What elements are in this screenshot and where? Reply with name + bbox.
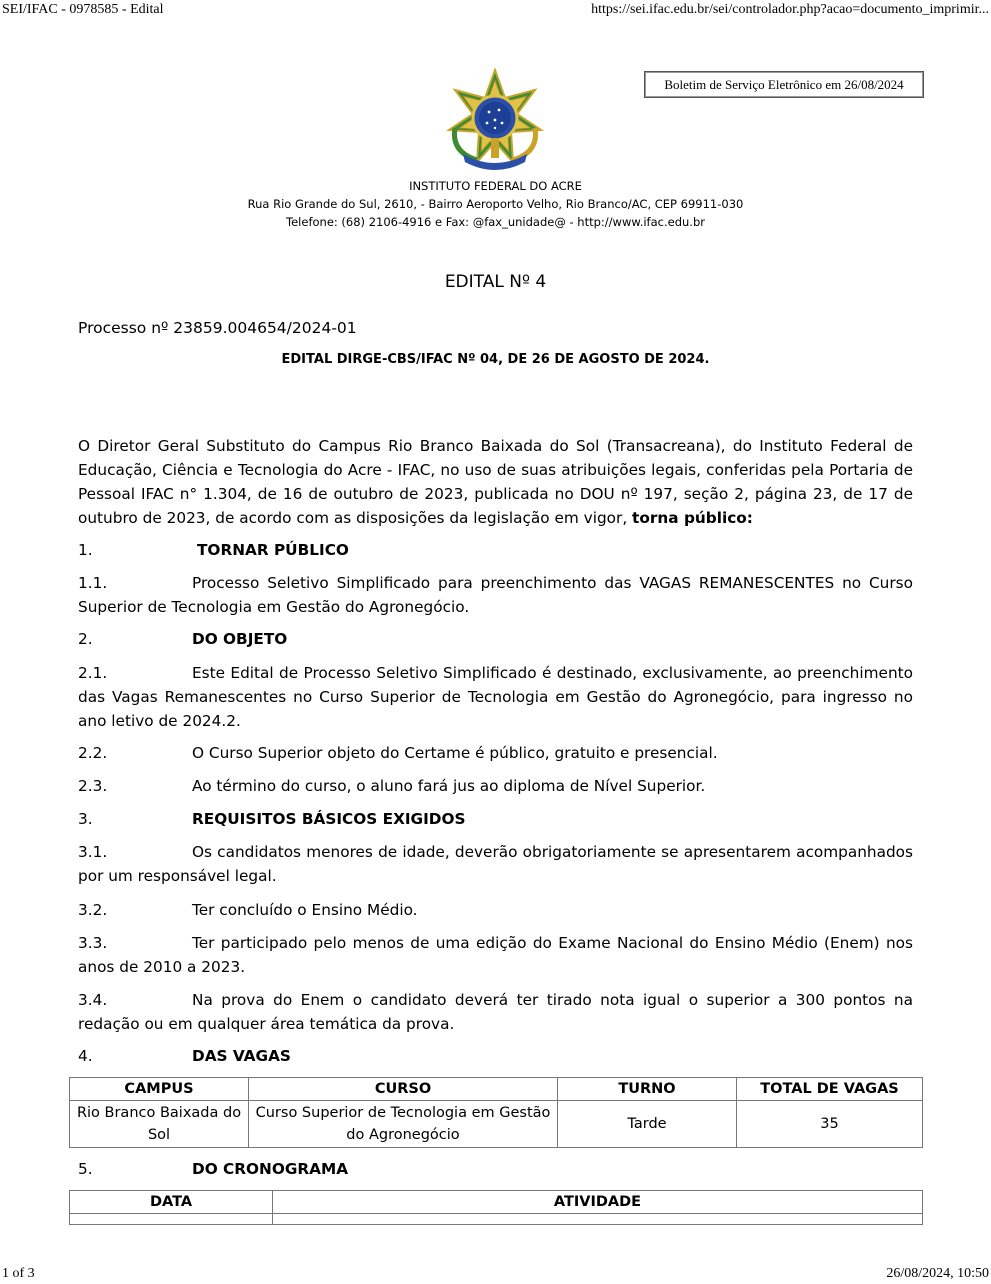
item-text: Ao término do curso, o aluno fará jus ao diploma de Nível Superior. bbox=[192, 777, 706, 795]
column-header: TURNO bbox=[558, 1078, 737, 1101]
table-cell: Tarde bbox=[558, 1101, 737, 1148]
section-number: 4. bbox=[78, 1047, 93, 1065]
item-text: Ter concluído o Ensino Médio. bbox=[192, 901, 418, 919]
item-text: Este Edital de Processo Seletivo Simplificado é destinado, exclusivamente, ao preenchimento das Vagas Remanescentes no Curso Superior de Tecnologia em Gestão do Agronegócio, para ingresso no ano letivo de 2024.2. bbox=[78, 664, 913, 730]
print-datetime: 26/08/2024, 10:50 bbox=[886, 1266, 989, 1281]
section-number: 3. bbox=[78, 810, 93, 828]
boletim-box: Boletim de Serviço Eletrônico em 26/08/2024 bbox=[644, 71, 924, 98]
table-header-row bbox=[70, 1078, 923, 1101]
item-text: Na prova do Enem o candidato deverá ter tirado nota igual o superior a 300 pontos na redação ou em qualquer área temática da prova. bbox=[78, 991, 913, 1033]
document-title: EDITAL Nº 4 bbox=[444, 272, 547, 292]
item-2-2 bbox=[78, 741, 913, 765]
column-header: CAMPUS bbox=[70, 1078, 249, 1101]
section-title: DO CRONOGRAMA bbox=[192, 1160, 349, 1178]
item-number: 2.3. bbox=[78, 777, 108, 795]
table-cell: Curso Superior de Tecnologia em Gestão do Agronegócio bbox=[249, 1101, 558, 1148]
table-row bbox=[70, 1214, 923, 1225]
table-cell: Rio Branco Baixada do Sol bbox=[70, 1101, 249, 1148]
table-cell bbox=[70, 1214, 273, 1225]
item-number: 2.1. bbox=[78, 664, 108, 682]
intro-paragraph bbox=[78, 434, 913, 530]
item-number: 3.3. bbox=[78, 934, 108, 952]
section-number: 1. bbox=[78, 541, 93, 559]
section-3 bbox=[78, 807, 913, 831]
item-3-1 bbox=[78, 840, 913, 888]
item-3-2 bbox=[78, 898, 913, 922]
section-2 bbox=[78, 627, 913, 651]
institution-address: Rua Rio Grande do Sul, 2610, - Bairro Aeroporto Velho, Rio Branco/AC, CEP 69911-030 bbox=[247, 197, 744, 211]
item-text: Ter participado pelo menos de uma edição do Exame Nacional do Ensino Médio (Enem) nos anos de 2010 a 2023. bbox=[78, 934, 913, 976]
processo-number: Processo nº 23859.004654/2024-01 bbox=[78, 319, 357, 337]
section-number: 2. bbox=[78, 630, 93, 648]
item-text: Processo Seletivo Simplificado para preenchimento das VAGAS REMANESCENTES no Curso Superior de Tecnologia em Gestão do Agronegócio. bbox=[78, 574, 913, 616]
section-1 bbox=[78, 538, 913, 562]
section-title: DAS VAGAS bbox=[192, 1047, 291, 1065]
section-title: TORNAR PÚBLICO bbox=[197, 541, 349, 559]
section-4 bbox=[78, 1044, 913, 1068]
section-title: DO OBJETO bbox=[192, 630, 288, 648]
item-text: O Curso Superior objeto do Certame é público, gratuito e presencial. bbox=[192, 744, 718, 762]
intro-bold: torna público: bbox=[632, 509, 753, 527]
section-number: 5. bbox=[78, 1160, 93, 1178]
table-header-row bbox=[70, 1191, 923, 1214]
page-count: 1 of 3 bbox=[2, 1266, 35, 1281]
intro-text: O Diretor Geral Substituto do Campus Rio Branco Baixada do Sol (Transacreana), do Instituto Federal de Educação, Ciência e Tecnologia do Acre - IFAC, no uso de suas atribuições legais, conferidas pela Portaria de Pessoal IFAC n° 1.304, de 16 de outubro de 2023, publicada no DOU nº 197, seção 2, página 23, de 17 de outubro de 2023, de acordo com as disposições da legislação em vigor, bbox=[78, 437, 913, 527]
item-3-4 bbox=[78, 988, 913, 1036]
print-footer bbox=[0, 1266, 991, 1284]
document-subtitle: EDITAL DIRGE-CBS/IFAC Nº 04, DE 26 DE AGOSTO DE 2024. bbox=[281, 352, 710, 367]
item-text: Os candidatos menores de idade, deverão obrigatoriamente se apresentarem acompanhados por um responsável legal. bbox=[78, 843, 913, 885]
item-number: 2.2. bbox=[78, 744, 108, 762]
institution-contact: Telefone: (68) 2106-4916 e Fax: @fax_unidade@ - http://www.ifac.edu.br bbox=[286, 215, 705, 229]
print-header-title: SEI/IFAC - 0978585 - Edital bbox=[2, 2, 164, 17]
item-number: 3.4. bbox=[78, 991, 108, 1009]
item-1-1 bbox=[78, 571, 913, 619]
cronograma-table bbox=[69, 1190, 923, 1225]
column-header: ATIVIDADE bbox=[273, 1191, 923, 1214]
section-title: REQUISITOS BÁSICOS EXIGIDOS bbox=[192, 810, 466, 828]
item-2-1 bbox=[78, 661, 913, 733]
vagas-table bbox=[69, 1077, 923, 1148]
table-row bbox=[70, 1101, 923, 1148]
column-header: TOTAL DE VAGAS bbox=[737, 1078, 923, 1101]
item-number: 3.2. bbox=[78, 901, 108, 919]
table-cell: 35 bbox=[737, 1101, 923, 1148]
print-header-url: https://sei.ifac.edu.br/sei/controlador.php?acao=documento_imprimir... bbox=[591, 2, 989, 17]
item-number: 3.1. bbox=[78, 843, 108, 861]
column-header: DATA bbox=[70, 1191, 273, 1214]
item-number: 1.1. bbox=[78, 574, 108, 592]
item-2-3 bbox=[78, 774, 913, 798]
print-header bbox=[0, 2, 991, 20]
coat-of-arms-icon bbox=[441, 68, 549, 172]
institution-name: INSTITUTO FEDERAL DO ACRE bbox=[409, 179, 582, 193]
column-header: CURSO bbox=[249, 1078, 558, 1101]
section-5 bbox=[78, 1157, 913, 1181]
table-cell bbox=[273, 1214, 923, 1225]
item-3-3 bbox=[78, 931, 913, 979]
